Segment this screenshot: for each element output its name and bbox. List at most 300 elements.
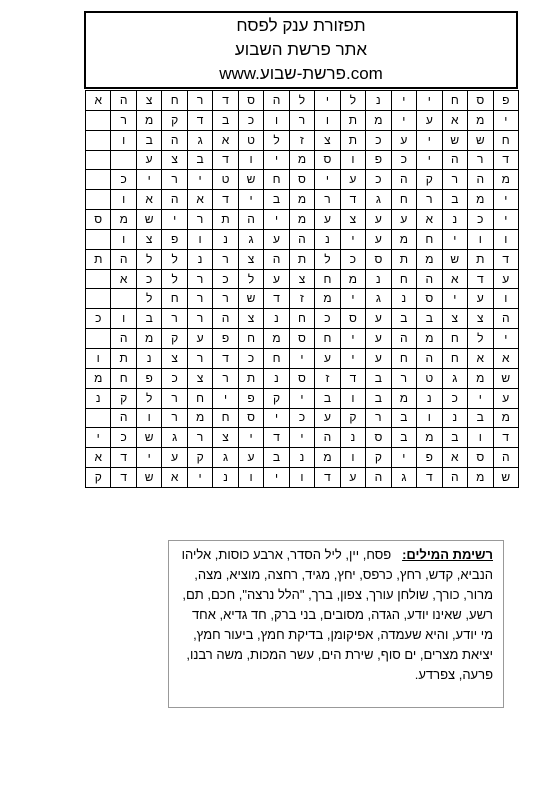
grid-cell: ח <box>391 348 416 368</box>
grid-cell: ח <box>442 329 467 349</box>
grid-cell: ו <box>111 130 136 150</box>
grid-cell: א <box>442 110 467 130</box>
grid-cell: ר <box>111 110 136 130</box>
grid-cell: ל <box>136 249 161 269</box>
grid-cell: ג <box>238 229 263 249</box>
grid-cell: ש <box>493 468 519 488</box>
grid-row <box>86 130 519 150</box>
grid-cell: נ <box>187 249 212 269</box>
grid-cell: ב <box>442 428 467 448</box>
grid-cell: ה <box>391 170 416 190</box>
grid-cell: ק <box>366 448 391 468</box>
grid-cell: י <box>340 289 365 309</box>
grid-cell: ס <box>86 210 111 230</box>
grid-cell: ס <box>468 448 493 468</box>
grid-cell: ת <box>213 210 238 230</box>
grid-cell: מ <box>315 289 340 309</box>
grid-cell: ו <box>340 150 365 170</box>
grid-cell: ב <box>264 448 289 468</box>
grid-cell: פ <box>417 448 442 468</box>
grid-cell: ד <box>213 150 238 170</box>
grid-cell: נ <box>442 408 467 428</box>
grid-cell: צ <box>213 428 238 448</box>
grid-cell: צ <box>162 150 187 170</box>
grid-cell: ד <box>315 468 340 488</box>
grid-cell: ה <box>111 408 136 428</box>
grid-cell: ש <box>238 289 263 309</box>
grid-cell: א <box>493 348 519 368</box>
grid-cell: נ <box>391 289 416 309</box>
grid-cell: ר <box>442 170 467 190</box>
grid-cell: ע <box>493 388 519 408</box>
grid-cell: ד <box>213 91 238 111</box>
grid-cell: ר <box>187 91 212 111</box>
grid-cell: ו <box>340 448 365 468</box>
grid-cell: ב <box>315 388 340 408</box>
grid-cell: ה <box>111 249 136 269</box>
grid-cell: ח <box>213 408 238 428</box>
grid-cell: ע <box>391 130 416 150</box>
grid-cell: ה <box>264 249 289 269</box>
grid-cell: כ <box>136 269 161 289</box>
grid-cell: ע <box>187 329 212 349</box>
grid-cell: ס <box>238 408 263 428</box>
grid-cell: ס <box>289 368 314 388</box>
grid-cell: ל <box>136 289 161 309</box>
grid-cell: ר <box>187 348 212 368</box>
grid-row <box>86 388 519 408</box>
grid-cell: ר <box>366 408 391 428</box>
grid-cell: ל <box>162 249 187 269</box>
grid-cell: כ <box>468 210 493 230</box>
grid-cell: ו <box>111 229 136 249</box>
grid-cell: ע <box>162 448 187 468</box>
grid-cell: פ <box>238 388 263 408</box>
grid-cell: מ <box>86 368 111 388</box>
grid-cell: ר <box>213 249 238 269</box>
grid-cell <box>86 170 111 190</box>
grid-cell: פ <box>366 150 391 170</box>
grid-cell: י <box>315 170 340 190</box>
grid-cell: ו <box>417 408 442 428</box>
grid-cell: ע <box>366 229 391 249</box>
grid-cell: מ <box>468 468 493 488</box>
grid-row <box>86 368 519 388</box>
grid-cell: פ <box>493 91 519 111</box>
site-name: אתר פרשת השבוע <box>234 40 368 59</box>
grid-cell: י <box>442 229 467 249</box>
grid-cell: ס <box>366 249 391 269</box>
grid-cell: מ <box>468 190 493 210</box>
grid-cell: י <box>468 388 493 408</box>
grid-row <box>86 91 519 111</box>
grid-cell: ט <box>238 130 263 150</box>
grid-cell: ד <box>340 368 365 388</box>
grid-cell: ה <box>264 91 289 111</box>
grid-cell: ח <box>442 348 467 368</box>
grid-cell: ע <box>315 348 340 368</box>
grid-cell: ה <box>391 329 416 349</box>
grid-cell: י <box>289 428 314 448</box>
grid-cell: ר <box>187 210 212 230</box>
grid-cell: ל <box>468 329 493 349</box>
grid-cell: ר <box>187 309 212 329</box>
grid-cell: נ <box>442 210 467 230</box>
grid-cell: ב <box>136 309 161 329</box>
grid-cell: י <box>417 130 442 150</box>
grid-row <box>86 110 519 130</box>
grid-cell: ה <box>442 468 467 488</box>
grid-cell: ח <box>238 329 263 349</box>
grid-cell: ח <box>289 309 314 329</box>
grid-cell: ע <box>366 348 391 368</box>
grid-cell: מ <box>289 210 314 230</box>
grid-cell: ט <box>213 170 238 190</box>
grid-cell: כ <box>213 269 238 289</box>
grid-cell: ד <box>111 468 136 488</box>
grid-cell <box>86 269 111 289</box>
grid-cell: ל <box>264 130 289 150</box>
grid-cell <box>111 150 136 170</box>
grid-cell: ס <box>417 289 442 309</box>
grid-cell: פ <box>162 229 187 249</box>
grid-cell: נ <box>264 309 289 329</box>
grid-cell: ק <box>264 388 289 408</box>
grid-cell <box>86 130 111 150</box>
grid-cell: צ <box>187 368 212 388</box>
grid-cell: י <box>391 110 416 130</box>
grid-cell: נ <box>213 468 238 488</box>
grid-cell: מ <box>391 388 416 408</box>
grid-cell: ל <box>315 249 340 269</box>
grid-cell: ו <box>468 229 493 249</box>
grid-cell: ע <box>315 210 340 230</box>
grid-cell: כ <box>442 388 467 408</box>
grid-cell: ד <box>213 348 238 368</box>
grid-cell: ס <box>340 309 365 329</box>
grid-cell: ח <box>442 91 467 111</box>
grid-cell: מ <box>493 170 519 190</box>
grid-cell: ג <box>366 190 391 210</box>
grid-cell: ו <box>493 229 519 249</box>
grid-cell: ע <box>366 329 391 349</box>
grid-cell: כ <box>86 309 111 329</box>
grid-cell: י <box>289 388 314 408</box>
grid-cell: ד <box>493 150 519 170</box>
grid-cell <box>86 229 111 249</box>
grid-cell: ש <box>136 210 161 230</box>
grid-cell: ה <box>417 269 442 289</box>
grid-cell: כ <box>238 110 263 130</box>
grid-cell: מ <box>136 329 161 349</box>
page-title: תפזורת ענק לפסח <box>236 16 366 35</box>
grid-cell: ש <box>442 249 467 269</box>
grid-cell: ח <box>111 368 136 388</box>
grid-cell: מ <box>289 150 314 170</box>
grid-cell: נ <box>366 91 391 111</box>
grid-cell: א <box>111 269 136 289</box>
grid-cell: ו <box>238 150 263 170</box>
grid-cell <box>86 408 111 428</box>
grid-cell: י <box>493 210 519 230</box>
grid-cell: י <box>493 190 519 210</box>
grid-cell: ע <box>391 210 416 230</box>
grid-cell: א <box>136 190 161 210</box>
grid-cell: י <box>86 428 111 448</box>
grid-cell: נ <box>136 348 161 368</box>
grid-cell: ו <box>340 388 365 408</box>
grid-cell: ה <box>111 91 136 111</box>
grid-cell: נ <box>366 269 391 289</box>
grid-row <box>86 210 519 230</box>
grid-cell: י <box>391 91 416 111</box>
grid-cell: מ <box>468 368 493 388</box>
grid-row <box>86 229 519 249</box>
grid-cell: ב <box>264 190 289 210</box>
grid-cell: צ <box>136 91 161 111</box>
grid-cell <box>86 329 111 349</box>
grid-cell: ז <box>289 130 314 150</box>
grid-cell: ו <box>315 110 340 130</box>
grid-cell: נ <box>340 428 365 448</box>
grid-cell: נ <box>289 448 314 468</box>
grid-cell: ק <box>340 408 365 428</box>
grid-cell: מ <box>493 408 519 428</box>
grid-cell: ח <box>264 170 289 190</box>
grid-cell: ק <box>86 468 111 488</box>
grid-cell: א <box>442 269 467 289</box>
grid-cell: נ <box>315 229 340 249</box>
grid-cell: מ <box>111 210 136 230</box>
grid-cell: ח <box>162 91 187 111</box>
grid-cell: י <box>417 91 442 111</box>
grid-cell: ת <box>238 368 263 388</box>
word-list-box <box>168 540 504 708</box>
grid-cell: ר <box>417 190 442 210</box>
grid-cell: ה <box>162 190 187 210</box>
grid-cell: י <box>340 348 365 368</box>
grid-cell: ר <box>162 170 187 190</box>
grid-cell: ע <box>417 110 442 130</box>
grid-cell: ש <box>238 170 263 190</box>
grid-cell: ק <box>417 170 442 190</box>
grid-cell: י <box>493 110 519 130</box>
grid-cell: ר <box>187 428 212 448</box>
grid-cell: ל <box>238 269 263 289</box>
grid-cell: ס <box>238 91 263 111</box>
grid-cell: ס <box>315 150 340 170</box>
grid-cell: מ <box>187 408 212 428</box>
site-url[interactable]: www.פרשת-שבוע.com <box>219 64 383 83</box>
grid-cell: ה <box>366 468 391 488</box>
grid-cell: ז <box>315 368 340 388</box>
grid-cell: י <box>162 210 187 230</box>
grid-cell: מ <box>264 329 289 349</box>
grid-cell: צ <box>136 229 161 249</box>
grid-cell: ג <box>366 289 391 309</box>
grid-cell: ס <box>289 329 314 349</box>
grid-cell: ו <box>187 229 212 249</box>
grid-cell: ד <box>264 289 289 309</box>
grid-cell: ח <box>162 289 187 309</box>
grid-cell: ד <box>417 468 442 488</box>
grid-cell: י <box>315 91 340 111</box>
grid-cell: צ <box>442 309 467 329</box>
grid-cell: כ <box>111 170 136 190</box>
grid-cell: כ <box>315 309 340 329</box>
grid-cell: ה <box>213 309 238 329</box>
grid-cell: י <box>442 289 467 309</box>
grid-cell: ר <box>162 408 187 428</box>
grid-cell: י <box>264 210 289 230</box>
grid-row <box>86 428 519 448</box>
grid-cell: ב <box>391 428 416 448</box>
grid-cell: ג <box>442 368 467 388</box>
grid-cell: ת <box>111 348 136 368</box>
grid-cell: כ <box>366 130 391 150</box>
grid-cell: ל <box>162 269 187 289</box>
grid-cell: ת <box>391 249 416 269</box>
grid-cell: י <box>391 448 416 468</box>
grid-cell: ע <box>366 210 391 230</box>
grid-cell: ש <box>493 368 519 388</box>
grid-cell: ר <box>468 150 493 170</box>
grid-cell: נ <box>264 368 289 388</box>
grid-cell: ד <box>111 448 136 468</box>
grid-cell: ה <box>289 229 314 249</box>
grid-cell: ד <box>493 428 519 448</box>
grid-cell: י <box>136 170 161 190</box>
word-list-text: פסח, יין, ליל הסדר, ארבע כוסות, אליהו הנביא, קדש, רחץ, כרפס, יחץ, מגיד, רחצה, מוציא, מצה, מרור, כורך, שולחן עורך, צפון, ברך, "הלל נרצה", חכם, תם, רשע, שאינו יודע, הגדה, מסובים, בני ברק, חד גדיא, אחד מי יודע, והיא שעמדה, אפיקומן, בדיקת חמץ, ביעור חמץ, יציאת מצרים, ים סוף, שירת הים, עשר המכות, משה רבנו, פרעה, צפרדע. <box>181 547 493 682</box>
grid-cell: א <box>417 210 442 230</box>
grid-cell: ת <box>289 249 314 269</box>
grid-cell: כ <box>162 368 187 388</box>
grid-cell: כ <box>111 428 136 448</box>
grid-cell: י <box>340 329 365 349</box>
grid-cell: ה <box>493 448 519 468</box>
grid-cell: צ <box>238 309 263 329</box>
grid-row <box>86 190 519 210</box>
grid-cell: פ <box>213 329 238 349</box>
grid-cell: א <box>442 448 467 468</box>
grid-cell: ג <box>162 428 187 448</box>
grid-cell: ו <box>136 408 161 428</box>
grid-cell: י <box>264 408 289 428</box>
grid-cell: ע <box>340 468 365 488</box>
grid-row <box>86 468 519 488</box>
grid-cell: ס <box>366 428 391 448</box>
grid-cell: ד <box>187 110 212 130</box>
grid-cell: ה <box>111 329 136 349</box>
grid-row <box>86 170 519 190</box>
grid-cell: ר <box>187 289 212 309</box>
grid-cell: י <box>187 170 212 190</box>
grid-cell: ע <box>264 229 289 249</box>
grid-cell <box>111 289 136 309</box>
grid-cell: כ <box>289 408 314 428</box>
grid-cell: נ <box>213 229 238 249</box>
grid-cell: ר <box>187 269 212 289</box>
grid-cell: א <box>187 190 212 210</box>
grid-cell: ק <box>187 448 212 468</box>
grid-cell: ו <box>111 309 136 329</box>
grid-cell: כ <box>238 348 263 368</box>
grid-cell: ח <box>315 269 340 289</box>
grid-cell: ה <box>162 130 187 150</box>
grid-cell: נ <box>417 388 442 408</box>
grid-cell: צ <box>340 210 365 230</box>
grid-cell: נ <box>86 388 111 408</box>
grid-cell: ג <box>213 448 238 468</box>
grid-cell: ע <box>340 170 365 190</box>
grid-cell: צ <box>315 130 340 150</box>
grid-cell: מ <box>340 269 365 289</box>
grid-cell: ר <box>213 289 238 309</box>
grid-cell: כ <box>391 150 416 170</box>
grid-cell: ה <box>238 210 263 230</box>
grid-row <box>86 408 519 428</box>
grid-cell: מ <box>366 110 391 130</box>
grid-cell: ו <box>86 348 111 368</box>
grid-cell: ש <box>442 130 467 150</box>
grid-cell: ע <box>493 269 519 289</box>
grid-cell <box>86 150 111 170</box>
grid-cell: צ <box>468 309 493 329</box>
grid-cell: ה <box>442 150 467 170</box>
grid-cell: י <box>289 348 314 368</box>
grid-cell: ו <box>289 468 314 488</box>
grid-cell: מ <box>468 110 493 130</box>
grid-cell: ב <box>213 110 238 130</box>
grid-cell: י <box>264 468 289 488</box>
grid-cell: ל <box>289 91 314 111</box>
grid-cell: ו <box>493 289 519 309</box>
grid-cell: ר <box>315 190 340 210</box>
grid-cell: ע <box>136 150 161 170</box>
grid-cell: ד <box>264 428 289 448</box>
grid-cell: ע <box>238 448 263 468</box>
grid-cell: י <box>213 388 238 408</box>
grid-cell: ס <box>289 170 314 190</box>
grid-cell: מ <box>391 229 416 249</box>
grid-cell: ה <box>468 170 493 190</box>
grid-row <box>86 249 519 269</box>
grid-cell: מ <box>289 190 314 210</box>
grid-cell: ח <box>315 329 340 349</box>
grid-cell: ב <box>442 190 467 210</box>
word-list-title: רשימת המילים: <box>402 547 493 562</box>
grid-row <box>86 348 519 368</box>
word-search-grid <box>85 90 519 488</box>
grid-cell: י <box>187 468 212 488</box>
grid-cell: מ <box>315 448 340 468</box>
grid-cell: ת <box>340 110 365 130</box>
grid-cell: ק <box>162 329 187 349</box>
grid-cell: ה <box>315 428 340 448</box>
grid-cell <box>86 289 111 309</box>
grid-cell: ע <box>366 309 391 329</box>
grid-cell: ט <box>417 368 442 388</box>
grid-cell: ש <box>468 130 493 150</box>
grid-cell: ח <box>493 130 519 150</box>
grid-cell: צ <box>162 348 187 368</box>
grid-cell: ר <box>391 368 416 388</box>
grid-cell: ו <box>111 190 136 210</box>
grid-row <box>86 289 519 309</box>
grid-cell: צ <box>289 269 314 289</box>
grid-cell: ק <box>162 110 187 130</box>
grid-cell: י <box>493 329 519 349</box>
